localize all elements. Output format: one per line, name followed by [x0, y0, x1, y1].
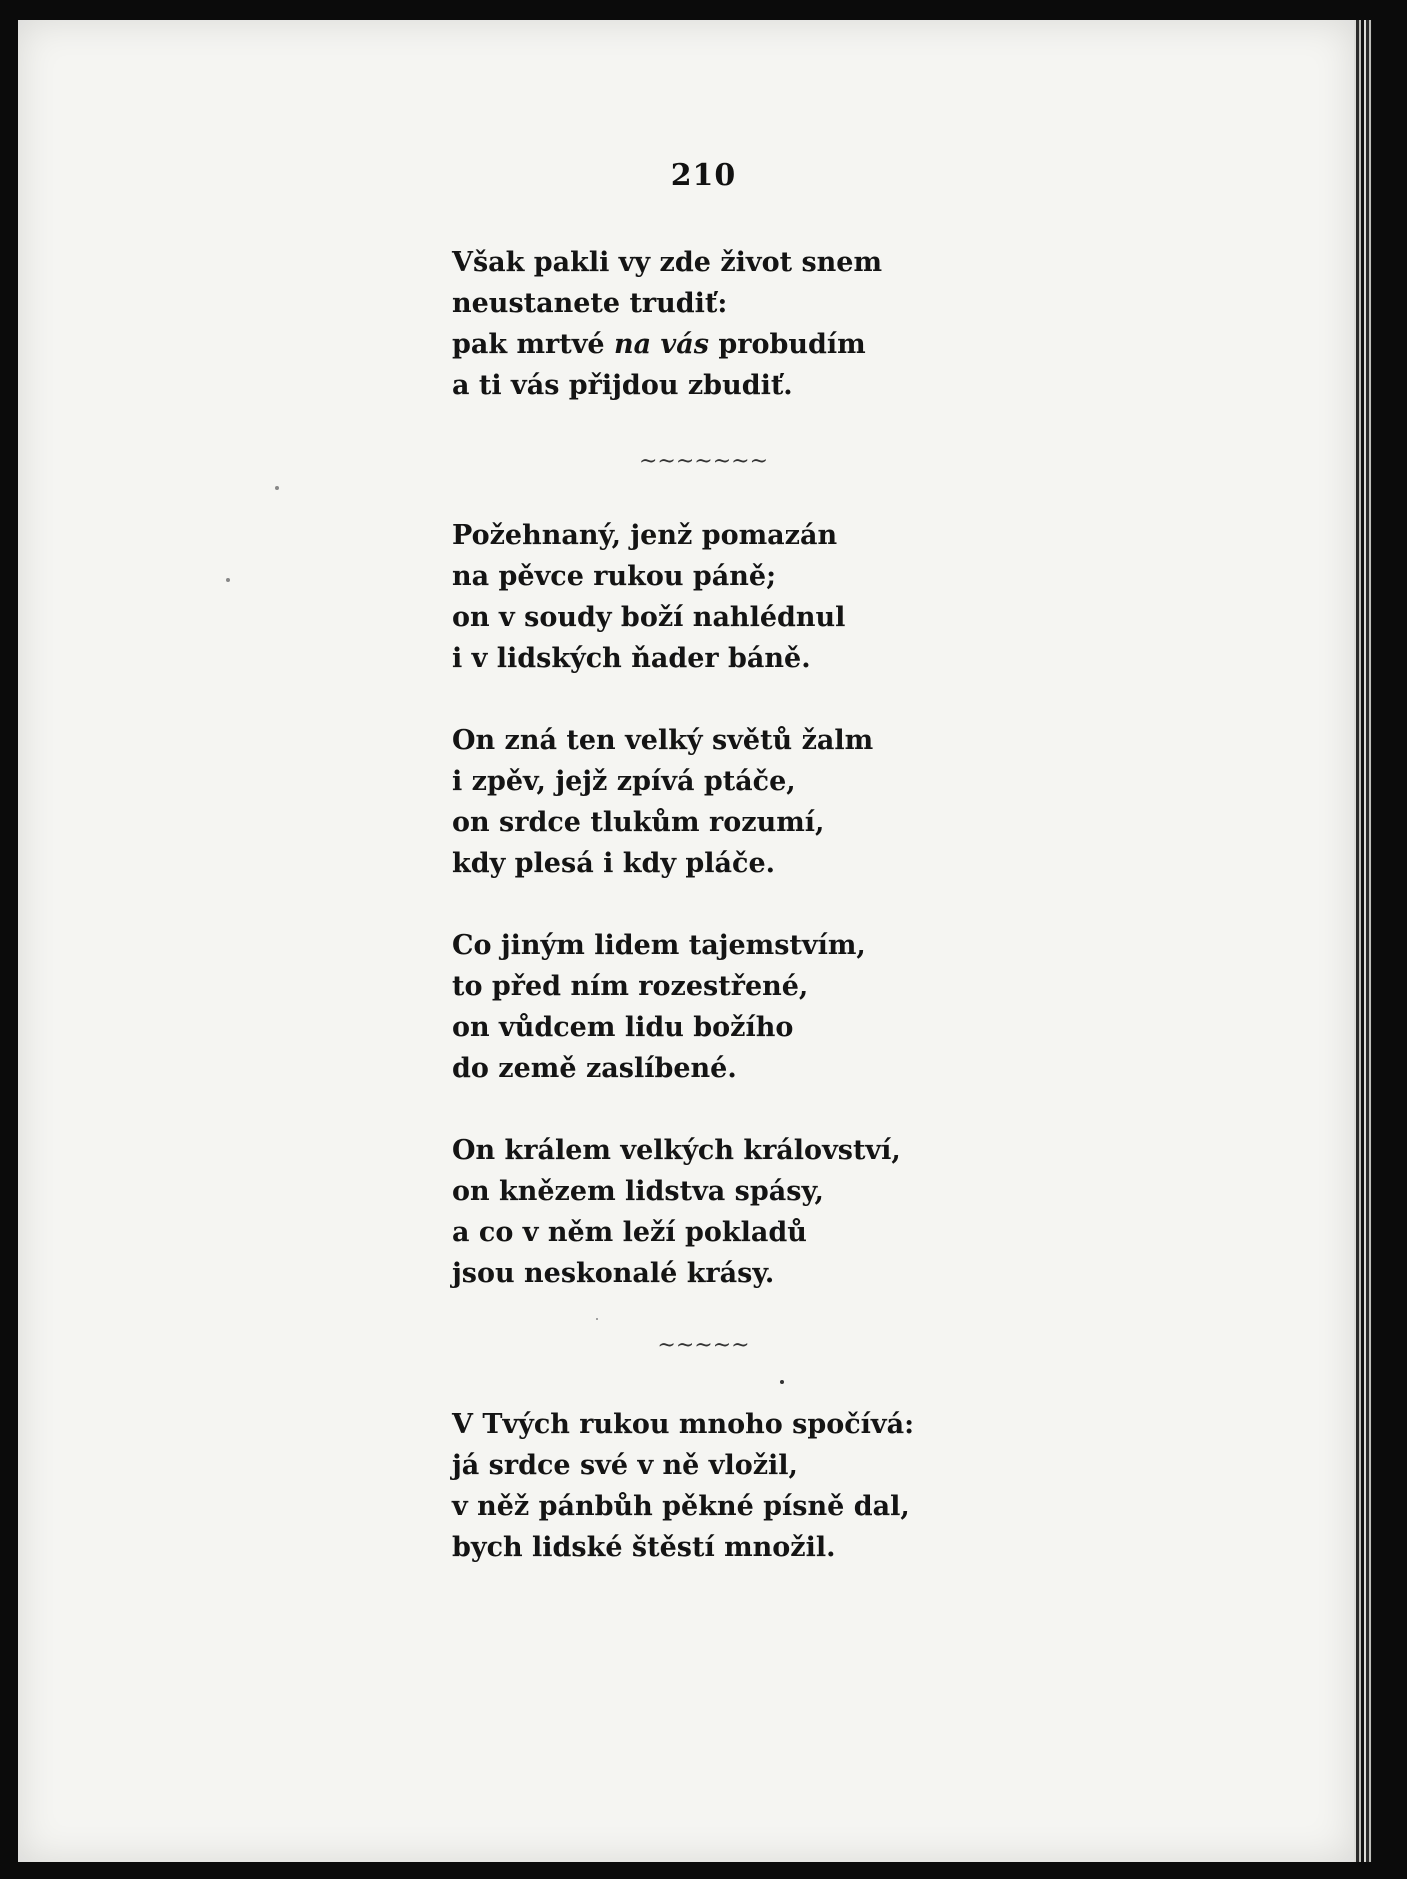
section-separator: ~~~~~: [657, 1333, 750, 1358]
paper-speck: [275, 486, 279, 490]
paper-speck: [226, 578, 230, 582]
stanza-2: [452, 515, 972, 679]
verse-line: [452, 324, 972, 365]
stanza-6: [452, 1404, 972, 1568]
verse-line: V Tvých rukou mnoho spočívá:: [452, 1409, 915, 1440]
verse-line: On králem velkých království,: [452, 1135, 901, 1166]
verse-line: On zná ten velký světů žalm: [452, 725, 874, 756]
verse-line: Požehnaný, jenž pomazán: [452, 520, 838, 551]
stanza-5: [452, 1130, 972, 1294]
verse-line: bych lidské štěstí množil.: [452, 1532, 836, 1563]
verse-segment: pak mrtvé: [452, 329, 615, 360]
verse-line: on knězem lidstva spásy,: [452, 1176, 824, 1207]
stanza-gap: [452, 488, 972, 515]
page-number: 210: [670, 158, 737, 193]
verse-line: a ti vás přijdou zbudiť.: [452, 370, 793, 401]
page-edge: [1354, 20, 1372, 1862]
verse-line: já srdce své v ně vložil,: [452, 1450, 798, 1481]
stanza-gap: [452, 884, 972, 925]
verse-line: i v lidských ňader báně.: [452, 643, 811, 674]
stanza-3: [452, 720, 972, 884]
stanza-1: [452, 242, 972, 406]
verse-line: v něž pánbůh pěkné písně dal,: [452, 1491, 910, 1522]
verse-line: Však pakli vy zde život snem: [452, 247, 883, 278]
stanza-gap: [452, 1089, 972, 1130]
verse-line: jsou neskonalé krásy.: [452, 1258, 775, 1289]
verse-line: a co v něm leží pokladů: [452, 1217, 807, 1248]
verse-segment: probudím: [708, 329, 866, 360]
stanza-gap: [452, 1335, 972, 1376]
verse-line: neustanete trudiť:: [452, 288, 728, 319]
stanza-4: [452, 925, 972, 1089]
stanza-gap: [452, 679, 972, 720]
verse-line: on srdce tlukům rozumí,: [452, 807, 825, 838]
verse-line: i zpěv, jejž zpívá ptáče,: [452, 766, 796, 797]
verse-line: on vůdcem lidu božího: [452, 1012, 794, 1043]
stanza-gap: [452, 1376, 972, 1404]
verse-line: kdy plesá i kdy pláče.: [452, 848, 776, 879]
stanza-gap: [452, 447, 972, 488]
section-separator: ~~~~~~~: [638, 449, 769, 474]
verse-line: do země zaslíbené.: [452, 1053, 737, 1084]
verse-line: na pěvce rukou páně;: [452, 561, 777, 592]
verse-line: on v soudy boží nahlédnul: [452, 602, 846, 633]
verse-emphasis: na vás: [614, 329, 709, 360]
poem-text: [452, 242, 972, 1568]
verse-line: Co jiným lidem tajemstvím,: [452, 930, 866, 961]
verse-line: to před ním rozestřené,: [452, 971, 809, 1002]
stanza-gap: [452, 1294, 972, 1335]
stanza-gap: [452, 406, 972, 447]
